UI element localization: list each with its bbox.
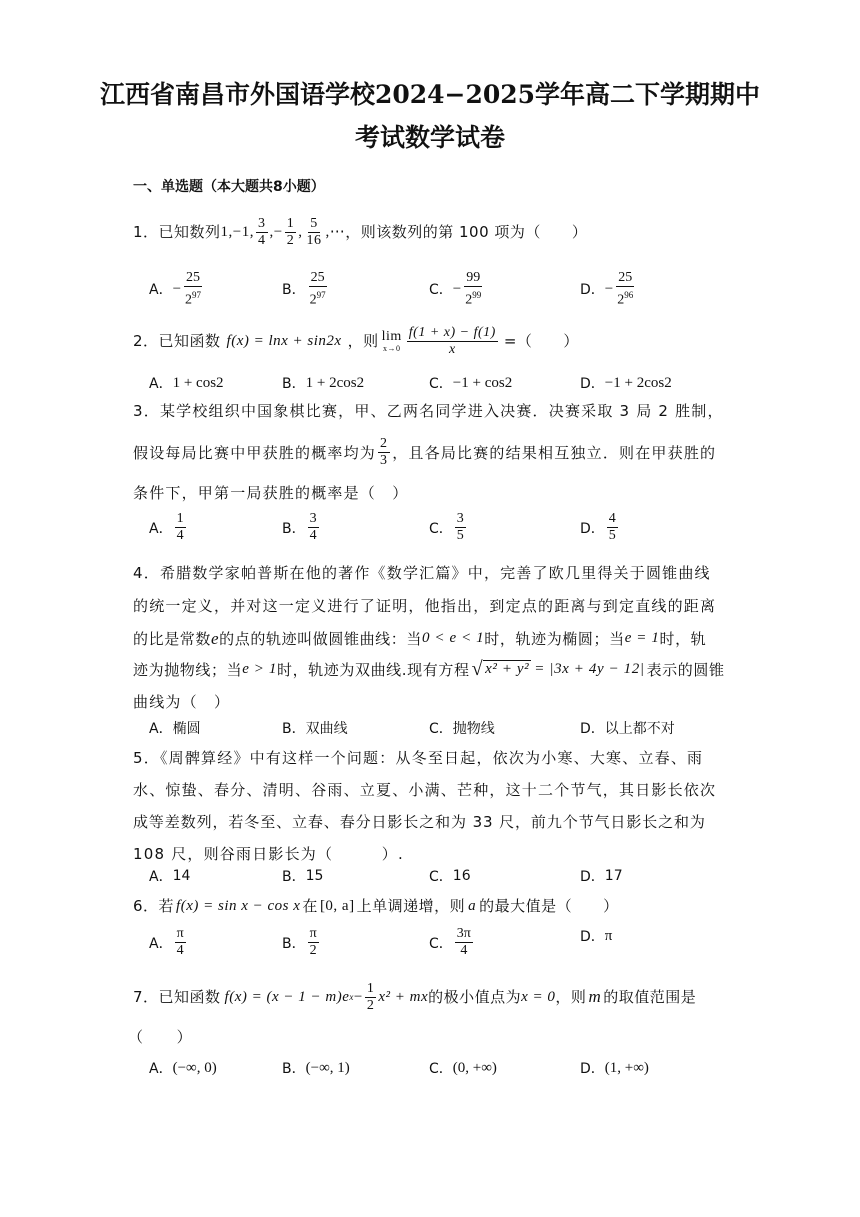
q2-fraction: $\frac{f(1 + x) - f(1)}{x}$ [408, 324, 496, 357]
q7-option-c [429, 1058, 497, 1078]
q4-option-b [282, 718, 348, 738]
section-heading: 一、单选题（本大题共8小题） [133, 179, 325, 195]
option-text: (−∞, 1) [305, 1059, 350, 1076]
option-text: 1 + 2cos2 [305, 374, 365, 391]
option-label: D． [580, 282, 605, 299]
q1-fraction-3: $\frac{5}{16}$ [306, 215, 322, 248]
q7-half-fraction: $\frac{1}{2}$ [366, 980, 375, 1013]
option-label: B． [282, 1061, 306, 1077]
q1-option-d: D． − $\frac{25}{2^{96}}$ [580, 270, 634, 308]
question-2: 2．已知函数 f(x) = lnx + sin2x ，则 lim x→0 $\frac{f(1 + x) - f(1)}{x}$ =（ ） [133, 324, 579, 357]
question-4-line2: 的统一定义，并对这一定义进行了证明，他指出，到定点的距离与到定直线的距离 [133, 597, 717, 615]
q3-option-c: C． $\frac{3}{5}$ [429, 511, 464, 543]
option-label: A． [149, 520, 173, 537]
option-text: −1 + cos2 [452, 374, 513, 391]
question-7: 7．已知函数 f(x) = (x − 1 − m)e x − $\frac{1}{2}$ x² + mx 的极小值点为 x = 0 ，则 m 的取值范围是 [133, 980, 697, 1013]
q7-option-d [580, 1058, 649, 1078]
q2-function: f(x) = lnx + sin2x [226, 333, 342, 349]
option-label: C． [429, 376, 453, 392]
q3-option-b: B． $\frac{3}{4}$ [282, 511, 317, 543]
option-label: D． [580, 721, 605, 737]
option-label: D． [580, 520, 605, 537]
option-text: 双曲线 [305, 721, 348, 737]
q1-option-a: A． − $\frac{25}{2^{97}}$ [149, 270, 202, 308]
question-4-line3: 的比是常数 e 的点的轨迹叫做圆锥曲线：当 0 < e < 1 时，轨迹为椭圆；当 e = 1 时，轨 [133, 628, 707, 648]
option-label: A． [149, 1061, 173, 1077]
q2-option-a [149, 373, 224, 393]
option-label: A． [149, 869, 173, 885]
question-6: 6．若 f(x) = sin x − cos x 在 [0, a] 上单调递增，则 a 的最大值是（ ） [133, 897, 619, 915]
option-label: B． [282, 721, 306, 737]
option-text: 14 [172, 868, 191, 884]
q4-option-c [429, 718, 495, 738]
option-label: D． [580, 929, 605, 945]
option-label: D． [580, 1061, 605, 1077]
option-label: B． [282, 282, 306, 299]
option-text: 椭圆 [172, 721, 201, 737]
option-text: 1 + cos2 [172, 374, 224, 391]
question-5-line3: 成等差数列，若冬至、立春、春分日影长之和为 33 尺，前九个节气日影长之和为 [133, 813, 706, 831]
question-3-line3: 条件下，甲第一局获胜的概率是（ ） [133, 484, 409, 502]
option-text: 抛物线 [452, 721, 495, 737]
q7-function: f(x) = (x − 1 − m)e [224, 989, 350, 1005]
q3-option-d: D． $\frac{4}{5}$ [580, 511, 616, 543]
q6-option-c: C． $\frac{3\pi}{4}$ [429, 926, 471, 958]
option-label: C． [429, 282, 453, 299]
q6-option-a: A． $\frac{\pi}{4}$ [149, 926, 184, 958]
q1-suffix: ，则该数列的第 100 项为（ ） [345, 223, 588, 241]
q5-option-d [580, 866, 623, 886]
exam-title-line2: 考试数学试卷 [354, 123, 505, 152]
q3-fraction: $\frac{2}{3}$ [380, 435, 389, 468]
option-label: C． [429, 520, 453, 537]
question-4-line4: 迹为抛物线；当 e > 1 时，轨迹为双曲线.现有方程 √ x² + y² = |3x + 4y − 12| 表示的圆锥 [133, 657, 725, 680]
q1-option-c: C． − $\frac{99}{2^{99}}$ [429, 270, 482, 308]
option-text: (0, +∞) [452, 1059, 497, 1076]
option-label: C． [429, 721, 453, 737]
question-5-line1: 5．《周髀算经》中有这样一个问题：从冬至日起，依次为小寒、大寒、立春、雨 [133, 749, 704, 767]
q3-option-a: A． $\frac{1}{4}$ [149, 511, 184, 543]
option-text: 15 [305, 868, 324, 884]
q2-option-b [282, 373, 364, 393]
question-5-line4: 108 尺，则谷雨日影长为（ ）. [133, 845, 404, 863]
option-label: A． [149, 721, 173, 737]
q4-option-a [149, 718, 201, 738]
option-text: (−∞, 0) [172, 1059, 217, 1076]
question-4-line5: 曲线为（ ） [133, 693, 231, 711]
option-label: C． [429, 869, 453, 885]
option-text: 以上都不对 [604, 721, 675, 737]
q7-option-b [282, 1058, 350, 1078]
q2-limit: lim x→0 [381, 328, 402, 353]
option-label: C． [429, 935, 453, 952]
option-label: B． [282, 869, 306, 885]
option-text: (1, +∞) [604, 1059, 649, 1076]
option-label: D． [580, 869, 605, 885]
q5-option-a [149, 866, 190, 886]
q1-fraction-1: $\frac{3}{4}$ [258, 215, 266, 248]
q1-fraction-2: $\frac{1}{2}$ [286, 215, 295, 248]
q1-option-b: B． $\frac{25}{2^{97}}$ [282, 270, 326, 308]
option-label: A． [149, 282, 173, 299]
question-7-blank: （ ） [128, 1028, 193, 1046]
q1-seq-start: 1,−1, [220, 224, 255, 240]
q4-equation: √ x² + y² = |3x + 4y − 12| [471, 657, 645, 680]
exam-title-line1: 江西省南昌市外国语学校2024−2025学年高二下学期期中 [99, 80, 761, 109]
q6-function: f(x) = sin x − cos x [176, 898, 301, 914]
question-5-line2: 水、惊蛰、春分、清明、谷雨、立夏、小满、芒种，这十二个节气，其日影长依次 [133, 781, 717, 799]
q6-option-d [580, 926, 612, 946]
question-4-line1: 4．希腊数学家帕普斯在他的著作《数学汇篇》中，完善了欧几里得关于圆锥曲线 [133, 564, 711, 582]
option-label: B． [282, 935, 306, 952]
question-3-line1: 3．某学校组织中国象棋比赛，甲、乙两名同学进入决赛．决赛采取 3 局 2 胜制， [133, 402, 724, 420]
q2-option-c [429, 373, 512, 393]
q1-prefix: 1．已知数列 [133, 223, 221, 241]
q4-option-d [580, 718, 675, 738]
q2-option-d [580, 373, 672, 393]
option-label: A． [149, 376, 173, 392]
q7-option-a [149, 1058, 217, 1078]
option-text: 17 [604, 868, 623, 884]
option-text: 16 [452, 868, 471, 884]
option-label: A． [149, 935, 173, 952]
option-label: C． [429, 1061, 453, 1077]
option-text: −1 + 2cos2 [604, 374, 672, 391]
option-label: B． [282, 376, 306, 392]
q5-option-c [429, 866, 471, 886]
option-text: π [604, 927, 613, 944]
option-label: D． [580, 376, 605, 392]
question-3-line2: 假设每局比赛中甲获胜的概率均为 $\frac{2}{3}$ ，且各局比赛的结果相互独立．则在甲获胜的 [133, 435, 717, 468]
q6-option-b: B． $\frac{\pi}{2}$ [282, 926, 317, 958]
q5-option-b [282, 866, 323, 886]
option-label: B． [282, 520, 306, 537]
question-1: 1．已知数列 1,−1, $\frac{3}{4}$ ,− $\frac{1}{2}$ , $\frac{5}{16}$ ,⋯ ，则该数列的第 100 项为（ ） [133, 215, 588, 248]
